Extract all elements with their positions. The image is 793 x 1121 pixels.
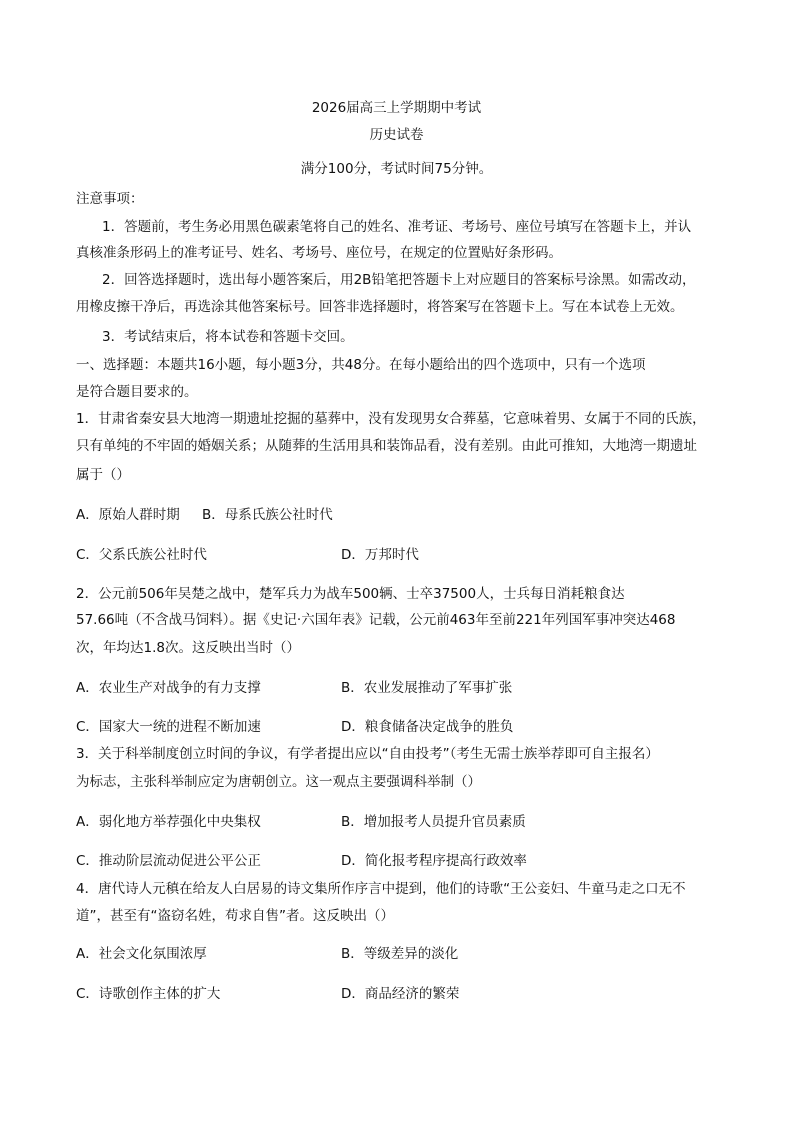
question-1-line-2: 只有单纯的不牢固的婚姻关系；从随葬的生活用具和装饰品看，没有差别。由此可推知，大地湾一期遗址 [76, 438, 697, 454]
note-1-line-1: 1．答题前，考生务必用黑色碳素笔将自己的姓名、准考证、考场号、座位号填写在答题卡上，并认 [102, 219, 692, 235]
question-3-line-2: 为标志，主张科举制应定为唐朝创立。这一观点主要强调科举制（） [76, 774, 481, 790]
section-1-heading-line-1: 一、选择题：本题共16小题，每小题3分，共48分。在每小题给出的四个选项中，只有一个选项 [76, 357, 646, 373]
notes-heading: 注意事项： [76, 191, 144, 207]
question-4-option-b: B．等级差异的淡化 [341, 946, 459, 962]
note-2-line-1: 2．回答选择题时，选出每小题答案后，用2B铅笔把答题卡上对应题目的答案标号涂黑。如需改动， [102, 272, 696, 288]
question-2-line-2: 57.66吨（不含战马饲料）。据《史记·六国年表》记载，公元前463年至前221年列国军事冲突达468 [76, 612, 676, 628]
note-3: 3．考试结束后，将本试卷和答题卡交回。 [102, 329, 354, 345]
exam-subject: 历史试卷 [369, 127, 424, 143]
question-3-option-c: C．推动阶层流动促进公平公正 [76, 853, 261, 869]
note-1-line-2: 真核准条形码上的准考证号、姓名、考场号、座位号，在规定的位置贴好条形码。 [76, 245, 562, 261]
note-2-line-2: 用橡皮擦干净后，再选涂其他答案标号。回答非选择题时，将答案写在答题卡上。写在本试卷上无效。 [76, 299, 684, 315]
question-2-option-c: C．国家大一统的进程不断加速 [76, 719, 261, 735]
question-3-option-d: D．简化报考程序提高行政效率 [341, 853, 527, 869]
question-3-line-1: 3．关于科举制度创立时间的争议，有学者提出应以“自由投考”（考生无需士族举荐即可自主报名） [76, 746, 659, 762]
question-4-line-1: 4．唐代诗人元稹在给友人白居易的诗文集所作序言中提到，他们的诗歌“王公妾妇、牛童马走之口无不 [76, 881, 686, 897]
question-1-line-3: 属于（） [76, 467, 130, 483]
question-1-option-a: A．原始人群时期 [76, 507, 180, 523]
question-2-line-1: 2．公元前506年吴楚之战中，楚军兵力为战车500辆、士卒37500人，士兵每日消耗粮食达 [76, 586, 625, 602]
exam-title: 2026届高三上学期期中考试 [311, 100, 482, 116]
question-1-option-c: C．父系氏族公社时代 [76, 547, 207, 563]
question-2-line-3: 次，年均达1.8次。这反映出当时（） [76, 640, 300, 656]
exam-info: 满分100分，考试时间75分钟。 [300, 161, 493, 177]
question-2-option-d: D．粮食储备决定战争的胜负 [341, 719, 514, 735]
section-1-heading-line-2: 是符合题目要求的。 [76, 384, 198, 400]
question-1-line-1: 1．甘肃省秦安县大地湾一期遗址挖掘的墓葬中，没有发现男女合葬墓，它意味着男、女属于不同的氏族， [76, 411, 706, 427]
question-2-option-a: A．农业生产对战争的有力支撑 [76, 680, 261, 696]
question-2-option-b: B．农业发展推动了军事扩张 [341, 680, 513, 696]
question-4-option-d: D．商品经济的繁荣 [341, 986, 460, 1002]
question-1-option-d: D．万邦时代 [341, 547, 419, 563]
question-1-option-b: B．母系氏族公社时代 [202, 507, 333, 523]
question-4-option-a: A．社会文化氛围浓厚 [76, 946, 207, 962]
question-4-option-c: C．诗歌创作主体的扩大 [76, 986, 221, 1002]
question-4-line-2: 道”，甚至有“盗窃名姓，苟求自售”者。这反映出（） [76, 908, 394, 924]
question-3-option-a: A．弱化地方举荐强化中央集权 [76, 814, 261, 830]
question-3-option-b: B．增加报考人员提升官员素质 [341, 814, 526, 830]
